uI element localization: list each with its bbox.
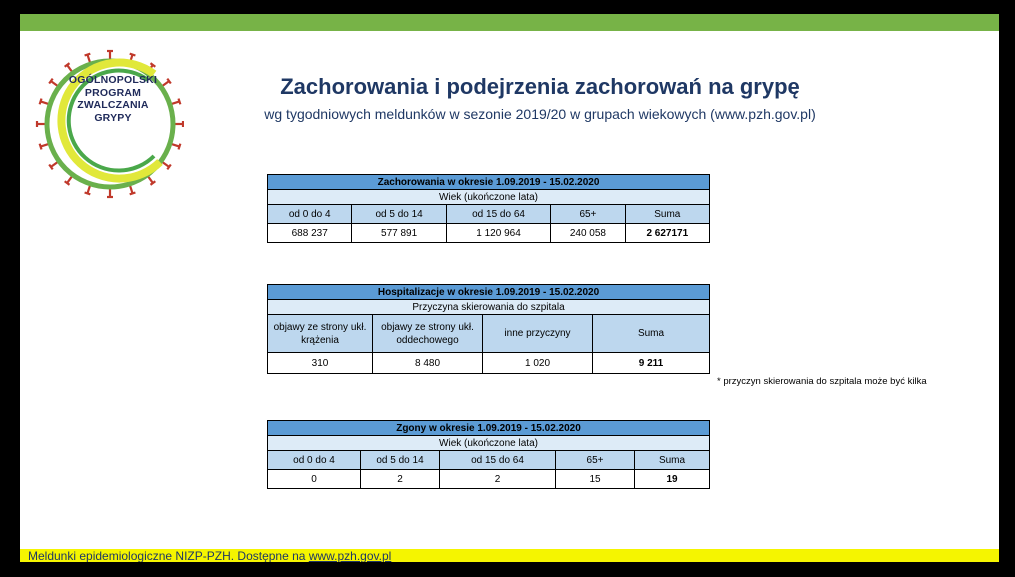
hospitalizations-table [267, 284, 710, 374]
virus-spike-cap [130, 54, 136, 56]
hospital-table-subheading: Przyczyna skierowania do szpitala [268, 300, 710, 315]
deaths-table-heading: Zgony w okresie 1.09.2019 - 15.02.2020 [268, 421, 710, 436]
virus-spike-cap [179, 144, 181, 150]
footer-link[interactable]: www.pzh.gov.pl [308, 549, 392, 562]
table-cell: 2 [440, 470, 556, 489]
virus-spike-cap [85, 54, 91, 56]
hospital-table-heading: Hospitalizacje w okresie 1.09.2019 - 15.02.2020 [268, 285, 710, 300]
footer [28, 549, 391, 562]
deaths-table-subheading: Wiek (ukończone lata) [268, 436, 710, 451]
footer-text: Meldunki epidemiologiczne NIZP-PZH. Dostępne na [28, 549, 309, 562]
column-header: od 5 do 14 [352, 205, 446, 224]
slide [20, 14, 999, 562]
logo-line: OGÓLNOPOLSKI [68, 74, 158, 86]
virus-spike-cap [40, 99, 42, 105]
logo-line: PROGRAM [84, 86, 142, 99]
flu-program-logo [34, 44, 184, 204]
column-header: od 15 do 64 [440, 451, 556, 470]
column-header: Suma [635, 451, 710, 470]
table-cell: 1 020 [483, 353, 593, 374]
cases-table-heading: Zachorowania w okresie 1.09.2019 - 15.02.2020 [268, 175, 710, 190]
virus-spike-cap [85, 193, 91, 195]
sum-cell: 19 [635, 470, 710, 489]
table-cell: 2 [361, 470, 440, 489]
column-header: Suma [625, 205, 709, 224]
cases-table-subheading: Wiek (ukończone lata) [268, 190, 710, 205]
table-cell: 240 058 [551, 224, 625, 243]
table-cell: 688 237 [268, 224, 352, 243]
column-header: od 15 do 64 [446, 205, 550, 224]
table-cell: 0 [268, 470, 361, 489]
page-title: Zachorowania i podejrzenia zachorowań na grypę [280, 74, 800, 99]
column-header: Suma [593, 315, 710, 353]
virus-spike-cap [40, 144, 42, 150]
column-header: od 0 do 4 [268, 205, 352, 224]
logo-text [68, 74, 158, 124]
column-header: objawy ze strony ukł. oddechowego [373, 315, 483, 353]
table-cell: 1 120 964 [446, 224, 550, 243]
footnote: * przyczyn skierowania do szpitala może być kilka [717, 376, 927, 387]
sum-cell: 2 627171 [625, 224, 709, 243]
page-subtitle: wg tygodniowych meldunków w sezonie 2019/20 w grupach wiekowych (www.pzh.gov.pl) [264, 106, 816, 122]
column-header: od 0 do 4 [268, 451, 361, 470]
logo-line: ZWALCZANIA [77, 99, 149, 111]
column-header: inne przyczyny [483, 315, 593, 353]
column-header: 65+ [556, 451, 635, 470]
column-header: objawy ze strony ukł. krążenia [268, 315, 373, 353]
deaths-table [267, 420, 710, 489]
virus-spike-cap [130, 193, 136, 195]
cases-table [267, 174, 710, 243]
sum-cell: 9 211 [593, 353, 710, 374]
column-header: od 5 do 14 [361, 451, 440, 470]
logo-line: GRYPY [94, 111, 132, 124]
table-cell: 310 [268, 353, 373, 374]
table-cell: 8 480 [373, 353, 483, 374]
column-header: 65+ [551, 205, 625, 224]
table-cell: 15 [556, 470, 635, 489]
top-green-bar [20, 14, 999, 31]
table-cell: 577 891 [352, 224, 446, 243]
